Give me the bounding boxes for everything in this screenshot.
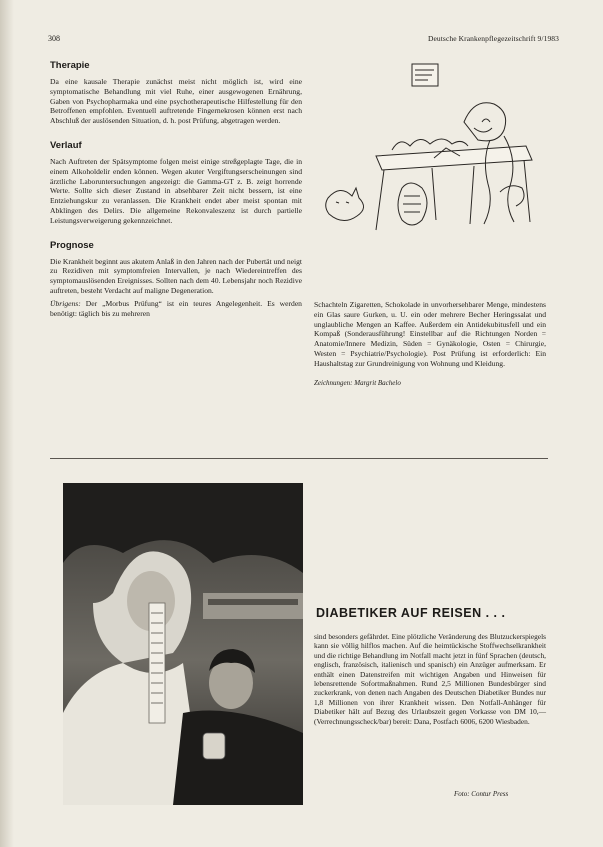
section-text-prognose: Die Krankheit beginnt aus akutem Anlaß in den Jahren nach der Pubertät und neigt zu Rezidiven mit symptomfreien Intervallen, je nach Wiedereintreffen des symptomauslösenden Ereignisses. Sollten nach dem 40. Lebensjahr noch Rezidive auftreten, besteht Verdacht auf maligne Degeneration. [50,256,302,295]
illustration-credit: Zeichnungen: Margrit Bachelo [314,378,401,387]
article-right-column [314,300,546,387]
closing-text: Der „Morbus Prüfung“ ist ein teures Angelegenheit. Es werden benötigt: täglich bis zu mehreren [50,298,302,318]
page-number: 308 [48,34,60,43]
section-text-therapie: Da eine kausale Therapie zunächst meist nicht möglich ist, wird eine symptomatische Behandlung mit viel Ruhe, einer ausgewogenen Ernährung, Gaben von Psychopharmaka und eine psychotherapeutische Hilfestellung für den Betroffenen empfohlen. Eventuell auftretende Fingernekrosen können erst nach Abschluß der auslösenden Situation, d. h. post Prüfung, abgetragen werden. [50,77,302,126]
article-left-column [50,60,302,332]
section-divider [50,458,548,459]
ad-title: DIABETIKER AUF REISEN . . . [316,606,506,620]
closing-lead: Übrigens: [50,298,81,308]
section-text-verlauf: Nach Auftreten der Spätsymptome folgen meist einige streßgeplagte Tage, die in einem Alkoholdelir enden können. Wegen akuter Vergiftungserscheinungen sind ärztliche Laboruntersuchungen angezeigt: die Gamma-GT z. B. zeigt horrende Werte. Sollte sich dieser Zustand in absehbarer Zeit nicht bessern, ist eine Entziehungskur zu veranlassen. Die Krankheit endet aber meist spontan mit Abklingen des Delirs. Die allgemeine Rekonvaleszenz ist durch partielle Leistungsverweigerung gekennzeichnet. [50,156,302,225]
ad-text: sind besonders gefährdet. Eine plötzliche Veränderung des Blutzuckerspiegels kann sie völlig hilflos machen. Auf die heimtückische Stoffwechselkrankheit und die richtige Behandlung im Notfall macht jetzt in fünf Sprachen (deutsch, englisch, französisch, italienisch und spanisch) ein Anzüger aufmerksam. Er enthält einen Datenstreifen mit wichtigen Angaben und Hinweisen für lebensrettende Sofortmaßnahmen. Rund 2,5 Millionen Bundesbürger sind zuckerkrank, von denen nach Angaben des Deutschen Diabetiker Bundes nur 1,8 Millionen von ihrer Krankheit wissen. Den Notfall-Anhänger für Diabetiker hält auf Bezug des Urlaubszeit gegen Vorkasse von DM 10,— (Verrechnungsscheck/bar) bereit: Dana, Postfach 6006, 6200 Wiesbaden. [314,632,546,726]
news-photo [63,483,303,805]
page-edge-shadow [0,0,14,847]
cartoon-illustration [314,62,546,288]
section-heading-verlauf: Verlauf [50,139,82,151]
continuation-text: Schachteln Zigaretten, Schokolade in unvorhersehbarer Menge, mindestens ein Glas saure Gurken, u. U. ein oder mehrere Becher Heringssalat und unglaubliche Mengen an Kaffee. Außerdem ein Antidekubitusfell und ein Kompaß (Sonderausführung! Einstellbar auf die Richtungen Norden = Anatomie/Innere Medizin, Süden = Gynäkologie, Osten = Chirurgie, Westen = Psychiatrie/Psychologie). Post Prüfung ist erforderlich: Ein Haushaltstag zur Grundreinigung von Wohnung und Kleidung. [314,300,546,368]
journal-header: Deutsche Krankenpflegezeitschrift 9/1983 [427,34,559,43]
section-heading-prognose: Prognose [50,239,94,251]
closing-paragraph [50,299,302,319]
section-heading-therapie: Therapie [50,60,90,71]
photo-credit: Foto: Contur Press [454,790,509,798]
